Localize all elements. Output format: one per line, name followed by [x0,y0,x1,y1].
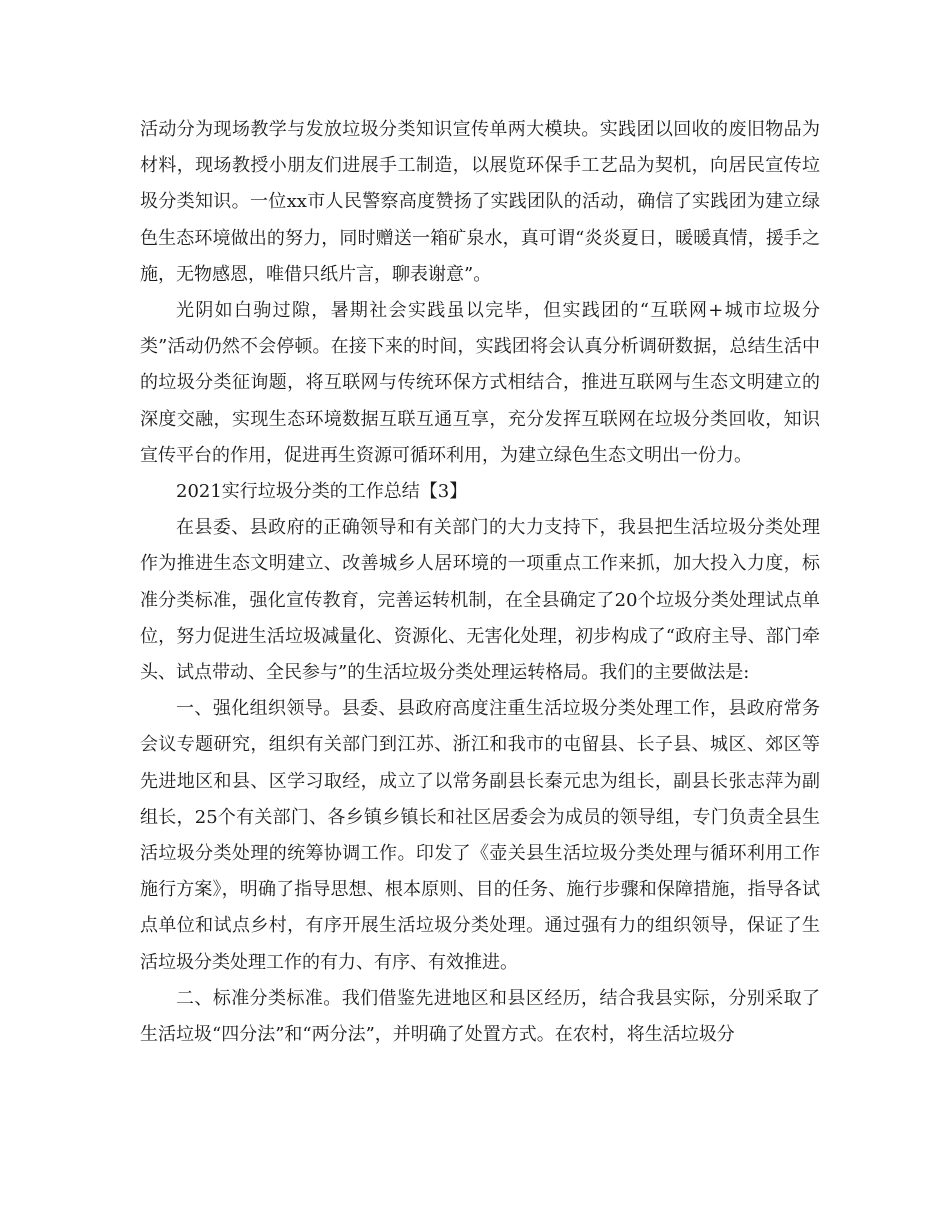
paragraph-2: 光阴如白驹过隙，暑期社会实践虽以完毕，但实践团的“互联网+城市垃圾分类”活动仍然不会停顿。在接下来的时间，实践团将会认真分析调研数据，总结生活中的垃圾分类征询题，将互联网与传统环保方式相结合，推进互联网与生态文明建立的深度交融，实现生态环境数据互联互通互享，充分发挥互联网在垃圾分类回收，知识宣传平台的作用，促进再生资源可循环利用，为建立绿色生态文明出一份力。 [140,300,820,466]
section-heading: 2021实行垃圾分类的工作总结【3】 [176,481,468,503]
document-body [140,112,820,1053]
paragraph-5: 二、标准分类标准。我们借鉴先进地区和县区经历，结合我县实际，分别采取了生活垃圾“四分法”和“两分法”，并明确了处置方式。在农村，将生活垃圾分 [140,987,820,1046]
paragraph-1: 活动分为现场教学与发放垃圾分类知识宣传单两大模块。实践团以回收的废旧物品为材料，现场教授小朋友们进展手工制造，以展览环保手工艺品为契机，向居民宣传垃圾分类知识。一位xx市人民警察高度赞扬了实践团队的活动，确信了实践团为建立绿色生态环境做出的努力，同时赠送一箱矿泉水，真可谓“炎炎夏日，暖暖真情，援手之施，无物感恩，唯借只纸片言，聊表谢意”。 [140,119,820,285]
paragraph-3: 在县委、县政府的正确领导和有关部门的大力支持下，我县把生活垃圾分类处理作为推进生态文明建立、改善城乡人居环境的一项重点工作来抓，加大投入力度，标准分类标准，强化宣传教育，完善运转机制，在全县确定了20个垃圾分类处理试点单位，努力促进生活垃圾减量化、资源化、无害化处理，初步构成了“政府主导、部门牵头、试点带动、全民参与”的生活垃圾分类处理运转格局。我们的主要做法是: [140,517,820,684]
paragraph-4: 一、强化组织领导。县委、县政府高度注重生活垃圾分类处理工作，县政府常务会议专题研究，组织有关部门到江苏、浙江和我市的屯留县、长子县、城区、郊区等先进地区和县、区学习取经，成立了以常务副县长秦元忠为组长，副县长张志萍为副组长，25个有关部门、各乡镇乡镇长和社区居委会为成员的领导组，专门负责全县生活垃圾分类处理的统筹协调工作。印发了《壶关县生活垃圾分类处理与循环利用工作施行方案》，明确了指导思想、根本原则、目的任务、施行步骤和保障措施，指导各试点单位和试点乡村，有序开展生活垃圾分类处理。通过强有力的组织领导，保证了生活垃圾分类处理工作的有力、有序、有效推进。 [140,698,820,973]
